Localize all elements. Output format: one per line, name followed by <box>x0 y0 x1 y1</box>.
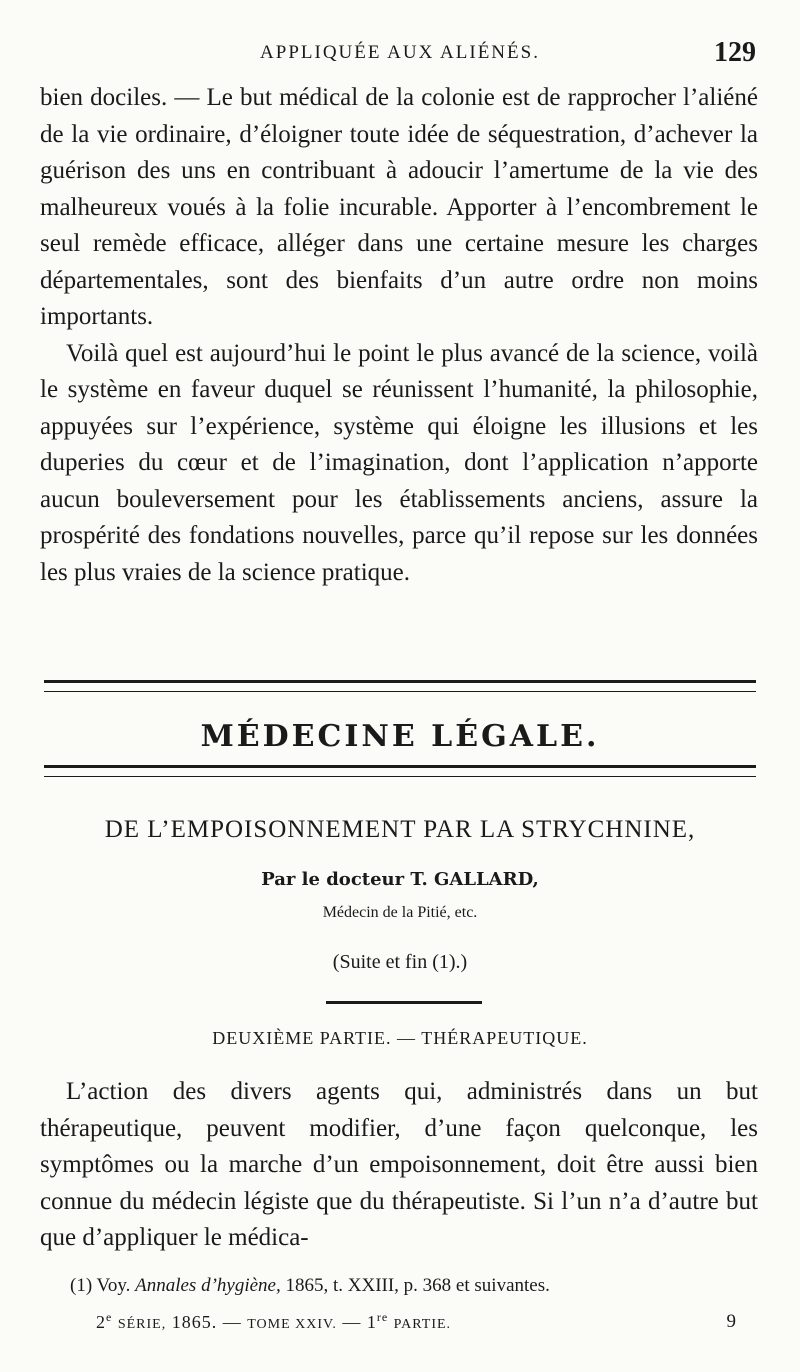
paragraph-continued: bien dociles. — Le but médical de la colonie est de rapprocher l’aliéné de la vie ordinaire, d’éloigner toute idée de séquestration, d’achever la guérison des uns en contribuant à adoucir l’amertume de la vie des malheureux voués à la folie incurable. Apporter à l’encombrement le seul remède efficace, alléger dans une certaine mesure les charges départementales, sont des bienfaits d’un autre ordre non moins importants. <box>40 84 758 330</box>
double-rule-bottom <box>44 765 756 777</box>
footnote <box>70 1270 550 1302</box>
separator: — <box>342 1312 362 1332</box>
series-superscript: e <box>106 1310 113 1324</box>
part-heading: DEUXIÈME PARTIE. — THÉRAPEUTIQUE. <box>212 1028 588 1048</box>
paragraph: Voilà quel est aujourd’hui le point le plus avancé de la science, voilà le système en faveur duquel se réunissent l’humanité, la philosophie, appuyées sur l’expérience, système qui éloigne les illusions et les duperies du cœur et de l’imagination, dont l’application n’apporte aucun bouleversement pour les établissements anciens, assure la prospérité des fondations nouvelles, parce qu’il repose sur les données les plus vraies de la science pratique. <box>40 339 758 586</box>
footnote-rest: 1865, t. XXIII, p. 368 et suivantes. <box>285 1275 550 1296</box>
separator: — <box>222 1312 242 1332</box>
part-number: 1 <box>366 1312 377 1332</box>
part-word: PARTIE. <box>393 1317 452 1332</box>
section-title: MÉDECINE LÉGALE. <box>200 719 600 754</box>
series-number: 2 <box>96 1312 106 1332</box>
part-superscript: re <box>376 1310 389 1324</box>
series-word: SÉRIE, <box>117 1317 167 1332</box>
sheet-number: 9 <box>726 1311 736 1332</box>
article-title: DE L’EMPOISONNEMENT PAR LA STRYCHNINE, <box>104 816 696 843</box>
continuation-note: (Suite et fin (1).) <box>332 951 468 973</box>
page-number: 129 <box>714 37 756 68</box>
double-rule-top <box>44 680 756 692</box>
running-title: APPLIQUÉE AUX ALIÉNÉS. <box>260 42 540 63</box>
short-rule <box>326 1001 482 1004</box>
continued-text <box>40 80 758 591</box>
author-affiliation: Médecin de la Pitié, etc. <box>322 904 478 921</box>
series-year: 1865. <box>171 1312 218 1332</box>
footnote-marker: (1) Voy. <box>70 1275 131 1296</box>
article-text <box>40 1074 758 1257</box>
paragraph: L’action des divers agents qui, administrés dans un but thérapeutique, peuvent modifier, d’une façon quelconque, les symptômes ou la marche d’un empoisonnement, doit être aussi bien connue du médecin légiste que du thérapeutiste. Si l’un n’a d’autre but que d’appliquer le médica- <box>40 1078 758 1251</box>
running-head <box>40 36 760 70</box>
footnote-journal: Annales d’hygiène, <box>135 1275 281 1296</box>
author-byline: Par le docteur T. GALLARD, <box>261 869 539 890</box>
series-info <box>96 1306 451 1341</box>
tome-label: TOME XXIV. <box>247 1317 337 1332</box>
